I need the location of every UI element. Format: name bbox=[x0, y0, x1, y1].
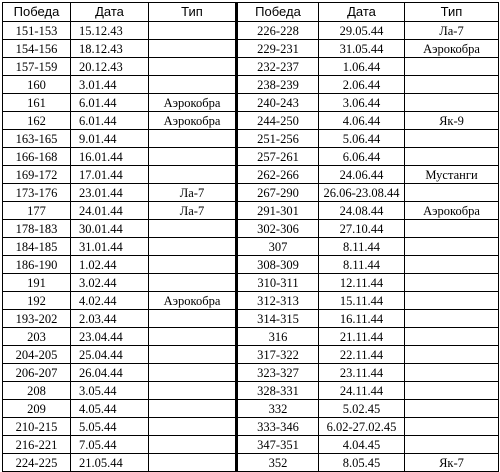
type-cell-right bbox=[405, 94, 499, 112]
victory-cell-right: 312-313 bbox=[237, 292, 319, 310]
date-cell-right: 15.11.44 bbox=[319, 292, 405, 310]
table-row bbox=[3, 220, 499, 238]
table-row bbox=[3, 148, 499, 166]
date-cell-right: 12.11.44 bbox=[319, 274, 405, 292]
victory-cell-right: 347-351 bbox=[237, 436, 319, 454]
table-row bbox=[3, 76, 499, 94]
victory-cell-left: 209 bbox=[3, 400, 71, 418]
date-cell-right: 2.06.44 bbox=[319, 76, 405, 94]
date-cell-right: 5.02.45 bbox=[319, 400, 405, 418]
table-row bbox=[3, 22, 499, 40]
victory-cell-right: 257-261 bbox=[237, 148, 319, 166]
date-cell-right: 4.04.45 bbox=[319, 436, 405, 454]
victory-cell-right: 317-322 bbox=[237, 346, 319, 364]
header-type-left: Тип bbox=[149, 3, 237, 22]
type-cell-right bbox=[405, 238, 499, 256]
date-cell-left: 7.05.44 bbox=[71, 436, 149, 454]
type-cell-left bbox=[149, 238, 237, 256]
date-cell-left: 16.01.44 bbox=[71, 148, 149, 166]
table-row bbox=[3, 382, 499, 400]
victory-cell-right: 314-315 bbox=[237, 310, 319, 328]
date-cell-left: 30.01.44 bbox=[71, 220, 149, 238]
victory-cell-left: 206-207 bbox=[3, 364, 71, 382]
table-row bbox=[3, 418, 499, 436]
date-cell-left: 23.01.44 bbox=[71, 184, 149, 202]
victory-cell-left: 204-205 bbox=[3, 346, 71, 364]
date-cell-right: 24.08.44 bbox=[319, 202, 405, 220]
date-cell-left: 18.12.43 bbox=[71, 40, 149, 58]
date-cell-left: 5.05.44 bbox=[71, 418, 149, 436]
victory-cell-left: 192 bbox=[3, 292, 71, 310]
table-row bbox=[3, 292, 499, 310]
type-cell-right bbox=[405, 436, 499, 454]
date-cell-left: 4.05.44 bbox=[71, 400, 149, 418]
type-cell-left bbox=[149, 58, 237, 76]
date-cell-left: 26.04.44 bbox=[71, 364, 149, 382]
date-cell-left: 24.01.44 bbox=[71, 202, 149, 220]
victory-cell-left: 178-183 bbox=[3, 220, 71, 238]
date-cell-right: 5.06.44 bbox=[319, 130, 405, 148]
type-cell-right bbox=[405, 346, 499, 364]
type-cell-left bbox=[149, 220, 237, 238]
victory-cell-left: 173-176 bbox=[3, 184, 71, 202]
type-cell-left bbox=[149, 328, 237, 346]
table-row bbox=[3, 202, 499, 220]
victory-cell-right: 328-331 bbox=[237, 382, 319, 400]
date-cell-right: 27.10.44 bbox=[319, 220, 405, 238]
type-cell-right: Як-7 bbox=[405, 454, 499, 472]
date-cell-left: 9.01.44 bbox=[71, 130, 149, 148]
header-type-right: Тип bbox=[405, 3, 499, 22]
victory-cell-right: 238-239 bbox=[237, 76, 319, 94]
date-cell-right: 8.11.44 bbox=[319, 238, 405, 256]
victory-cell-left: 186-190 bbox=[3, 256, 71, 274]
victory-cell-left: 177 bbox=[3, 202, 71, 220]
type-cell-left bbox=[149, 418, 237, 436]
victory-cell-left: 191 bbox=[3, 274, 71, 292]
header-victory-left: Победа bbox=[3, 3, 71, 22]
type-cell-left bbox=[149, 274, 237, 292]
table-row bbox=[3, 436, 499, 454]
table-row bbox=[3, 184, 499, 202]
victory-cell-right: 302-306 bbox=[237, 220, 319, 238]
victory-cell-right: 316 bbox=[237, 328, 319, 346]
date-cell-left: 23.04.44 bbox=[71, 328, 149, 346]
victory-cell-left: 162 bbox=[3, 112, 71, 130]
table-row bbox=[3, 130, 499, 148]
victory-cell-right: 251-256 bbox=[237, 130, 319, 148]
victory-cell-right: 262-266 bbox=[237, 166, 319, 184]
type-cell-left bbox=[149, 382, 237, 400]
type-cell-right: Аэрокобра bbox=[405, 40, 499, 58]
date-cell-left: 15.12.43 bbox=[71, 22, 149, 40]
type-cell-left bbox=[149, 346, 237, 364]
table-row bbox=[3, 94, 499, 112]
date-cell-right: 6.02-27.02.45 bbox=[319, 418, 405, 436]
victory-cell-left: 193-202 bbox=[3, 310, 71, 328]
type-cell-right bbox=[405, 76, 499, 94]
date-cell-right: 24.06.44 bbox=[319, 166, 405, 184]
table-body bbox=[3, 22, 499, 472]
type-cell-left bbox=[149, 364, 237, 382]
type-cell-right bbox=[405, 292, 499, 310]
date-cell-right: 8.05.45 bbox=[319, 454, 405, 472]
type-cell-left bbox=[149, 400, 237, 418]
date-cell-right: 29.05.44 bbox=[319, 22, 405, 40]
type-cell-left: Аэрокобра bbox=[149, 112, 237, 130]
type-cell-right bbox=[405, 256, 499, 274]
date-cell-left: 2.03.44 bbox=[71, 310, 149, 328]
type-cell-left: Аэрокобра bbox=[149, 94, 237, 112]
date-cell-left: 3.05.44 bbox=[71, 382, 149, 400]
victory-cell-left: 184-185 bbox=[3, 238, 71, 256]
table-row bbox=[3, 310, 499, 328]
date-cell-right: 23.11.44 bbox=[319, 364, 405, 382]
type-cell-right bbox=[405, 130, 499, 148]
date-cell-left: 3.01.44 bbox=[71, 76, 149, 94]
victory-cell-right: 308-309 bbox=[237, 256, 319, 274]
date-cell-right: 26.06-23.08.44 bbox=[319, 184, 405, 202]
victories-table bbox=[2, 2, 499, 472]
victory-cell-left: 203 bbox=[3, 328, 71, 346]
type-cell-left bbox=[149, 454, 237, 472]
type-cell-right bbox=[405, 184, 499, 202]
victory-cell-right: 307 bbox=[237, 238, 319, 256]
type-cell-right bbox=[405, 310, 499, 328]
victory-cell-right: 229-231 bbox=[237, 40, 319, 58]
type-cell-left bbox=[149, 310, 237, 328]
date-cell-right: 4.06.44 bbox=[319, 112, 405, 130]
date-cell-right: 24.11.44 bbox=[319, 382, 405, 400]
type-cell-right bbox=[405, 382, 499, 400]
date-cell-left: 21.05.44 bbox=[71, 454, 149, 472]
table-row bbox=[3, 112, 499, 130]
date-cell-right: 16.11.44 bbox=[319, 310, 405, 328]
victory-cell-left: 161 bbox=[3, 94, 71, 112]
table-row bbox=[3, 400, 499, 418]
victory-cell-left: 157-159 bbox=[3, 58, 71, 76]
header-row bbox=[3, 3, 499, 22]
date-cell-right: 8.11.44 bbox=[319, 256, 405, 274]
victory-cell-left: 160 bbox=[3, 76, 71, 94]
date-cell-right: 3.06.44 bbox=[319, 94, 405, 112]
header-victory-right: Победа bbox=[237, 3, 319, 22]
table-row bbox=[3, 454, 499, 472]
type-cell-right: Мустанги bbox=[405, 166, 499, 184]
victory-cell-left: 169-172 bbox=[3, 166, 71, 184]
type-cell-left bbox=[149, 130, 237, 148]
victory-cell-right: 232-237 bbox=[237, 58, 319, 76]
date-cell-left: 6.01.44 bbox=[71, 94, 149, 112]
victory-cell-left: 151-153 bbox=[3, 22, 71, 40]
date-cell-right: 1.06.44 bbox=[319, 58, 405, 76]
date-cell-right: 21.11.44 bbox=[319, 328, 405, 346]
victory-cell-right: 244-250 bbox=[237, 112, 319, 130]
type-cell-right bbox=[405, 148, 499, 166]
victory-cell-right: 323-327 bbox=[237, 364, 319, 382]
victory-cell-left: 163-165 bbox=[3, 130, 71, 148]
table-row bbox=[3, 238, 499, 256]
date-cell-left: 31.01.44 bbox=[71, 238, 149, 256]
table-row bbox=[3, 346, 499, 364]
victory-cell-left: 210-215 bbox=[3, 418, 71, 436]
type-cell-left bbox=[149, 76, 237, 94]
victory-cell-left: 166-168 bbox=[3, 148, 71, 166]
type-cell-left: Ла-7 bbox=[149, 184, 237, 202]
date-cell-left: 20.12.43 bbox=[71, 58, 149, 76]
date-cell-left: 25.04.44 bbox=[71, 346, 149, 364]
type-cell-right bbox=[405, 418, 499, 436]
type-cell-right bbox=[405, 328, 499, 346]
victory-cell-right: 267-290 bbox=[237, 184, 319, 202]
victory-cell-right: 352 bbox=[237, 454, 319, 472]
type-cell-left: Аэрокобра bbox=[149, 292, 237, 310]
victory-cell-left: 224-225 bbox=[3, 454, 71, 472]
victory-cell-left: 154-156 bbox=[3, 40, 71, 58]
table-row bbox=[3, 256, 499, 274]
table-row bbox=[3, 364, 499, 382]
type-cell-left bbox=[149, 256, 237, 274]
type-cell-left bbox=[149, 166, 237, 184]
table-row bbox=[3, 328, 499, 346]
date-cell-right: 22.11.44 bbox=[319, 346, 405, 364]
table-row bbox=[3, 166, 499, 184]
table-row bbox=[3, 40, 499, 58]
type-cell-right bbox=[405, 400, 499, 418]
type-cell-right bbox=[405, 58, 499, 76]
header-date-left: Дата bbox=[71, 3, 149, 22]
date-cell-left: 3.02.44 bbox=[71, 274, 149, 292]
date-cell-left: 6.01.44 bbox=[71, 112, 149, 130]
type-cell-right: Ла-7 bbox=[405, 22, 499, 40]
victory-cell-right: 333-346 bbox=[237, 418, 319, 436]
victory-cell-left: 216-221 bbox=[3, 436, 71, 454]
type-cell-right: Як-9 bbox=[405, 112, 499, 130]
victory-cell-right: 332 bbox=[237, 400, 319, 418]
type-cell-left bbox=[149, 436, 237, 454]
table-row bbox=[3, 274, 499, 292]
type-cell-left bbox=[149, 22, 237, 40]
victory-cell-right: 226-228 bbox=[237, 22, 319, 40]
date-cell-left: 4.02.44 bbox=[71, 292, 149, 310]
type-cell-right bbox=[405, 274, 499, 292]
date-cell-left: 17.01.44 bbox=[71, 166, 149, 184]
type-cell-right bbox=[405, 220, 499, 238]
date-cell-left: 1.02.44 bbox=[71, 256, 149, 274]
type-cell-left bbox=[149, 148, 237, 166]
victory-cell-right: 291-301 bbox=[237, 202, 319, 220]
victory-cell-right: 240-243 bbox=[237, 94, 319, 112]
date-cell-right: 31.05.44 bbox=[319, 40, 405, 58]
type-cell-left bbox=[149, 40, 237, 58]
type-cell-left: Ла-7 bbox=[149, 202, 237, 220]
victory-cell-right: 310-311 bbox=[237, 274, 319, 292]
victory-cell-left: 208 bbox=[3, 382, 71, 400]
date-cell-right: 6.06.44 bbox=[319, 148, 405, 166]
type-cell-right: Аэрокобра bbox=[405, 202, 499, 220]
table-row bbox=[3, 58, 499, 76]
header-date-right: Дата bbox=[319, 3, 405, 22]
type-cell-right bbox=[405, 364, 499, 382]
